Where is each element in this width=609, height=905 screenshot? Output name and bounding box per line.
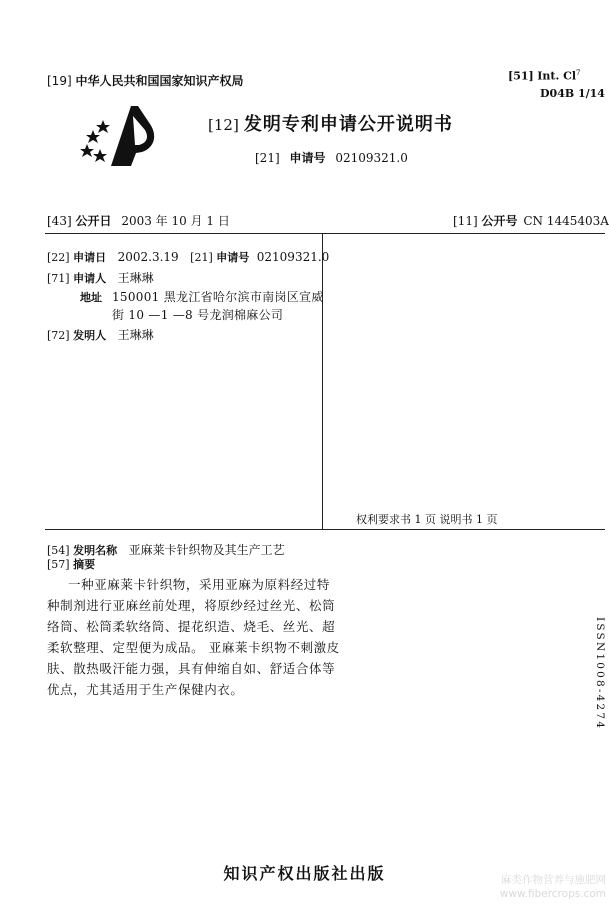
- ipc-line: [508, 69, 581, 83]
- header-app-no-value: 02109321.0: [335, 151, 408, 165]
- middle-rule: [45, 529, 605, 530]
- pub-no-label: 公开号: [481, 214, 518, 228]
- doc-type-line: [208, 110, 453, 136]
- filing-line: [47, 249, 329, 265]
- ipc-label: Int. Cl: [537, 69, 577, 83]
- abstract-line: 柔软整理、定型便为成品。 亚麻莱卡织物不刺激皮: [47, 640, 340, 655]
- pub-no-code: [11]: [453, 214, 478, 228]
- applicant-code: [71]: [47, 272, 70, 285]
- app-value: 02109321.0: [256, 250, 330, 264]
- abstract-label: 摘要: [73, 558, 96, 571]
- applicant-name: 王琳琳: [117, 271, 154, 285]
- pub-no-line: [453, 212, 609, 229]
- authority-line: [47, 72, 243, 89]
- publisher-footer: 知识产权出版社出版: [223, 864, 386, 883]
- star-icon: [93, 149, 107, 162]
- app-code: [21]: [190, 251, 213, 264]
- filing-date: 2002.3.19: [117, 250, 179, 264]
- top-rule: [45, 233, 605, 234]
- invention-title: 亚麻莱卡针织物及其生产工艺: [128, 543, 285, 557]
- pub-date-value: 2003 年 10 月 1 日: [121, 214, 230, 228]
- address-line-1: 150001 黑龙江省哈尔滨市南岗区宣威: [112, 290, 324, 304]
- star-icon: [80, 144, 94, 157]
- abstract-line: 种制剂进行亚麻丝前处理，将原纱经过丝光、松筒: [47, 598, 336, 613]
- ipc-value: D04B 1/14: [540, 87, 605, 100]
- inventor-code: [72]: [47, 329, 70, 342]
- header-app-no-label: 申请号: [289, 151, 326, 165]
- doc-type-code: [12]: [208, 116, 239, 134]
- pub-date-code: [43]: [47, 214, 72, 228]
- doc-type-title: 发明专利申请公开说明书: [243, 114, 453, 135]
- filing-label: 申请日: [73, 251, 107, 264]
- emblem-shield-shape: [111, 106, 154, 166]
- pages-note: 权利要求书 1 页 说明书 1 页: [356, 513, 498, 526]
- inventor-name: 王琳琳: [117, 328, 154, 342]
- applicant-line: [47, 269, 154, 286]
- app-label: 申请号: [216, 251, 250, 264]
- center-divider: [322, 233, 323, 529]
- filing-code: [22]: [47, 251, 70, 264]
- ipc-code: [51]: [508, 69, 534, 83]
- abstract-line: 络筒、松筒柔软络筒、提花织造、烧毛、丝光、超: [47, 619, 336, 634]
- invention-title-code: [54]: [47, 544, 70, 557]
- pub-date-label: 公开日: [75, 214, 112, 228]
- authority-name: 中华人民共和国国家知识产权局: [75, 74, 244, 88]
- pub-date-line: [47, 212, 230, 229]
- inventor-label: 发明人: [73, 329, 107, 342]
- pub-no-value: CN 1445403A: [523, 214, 609, 228]
- issn-vertical: ISSN1008-4274: [594, 617, 606, 731]
- applicant-label: 申请人: [73, 272, 107, 285]
- site-watermark: 麻类作物营养与施肥网 www.fibercrops.com: [499, 874, 606, 900]
- abstract-line: 优点，尤其适用于生产保健内衣。: [47, 682, 244, 697]
- abstract-code: [57]: [47, 558, 70, 571]
- header-app-no-line: [255, 149, 408, 166]
- star-icon: [96, 120, 110, 133]
- abstract-line: 一种亚麻莱卡针织物，采用亚麻为原料经过特: [68, 577, 331, 592]
- star-icon: [86, 130, 100, 143]
- ipc-sup: 7: [576, 69, 581, 77]
- abstract-heading: [47, 556, 95, 572]
- invention-title-label: 发明名称: [73, 544, 118, 557]
- inventor-line: [47, 326, 154, 343]
- authority-code: [19]: [47, 74, 72, 88]
- abstract-line: 肤、散热吸汗能力强，具有伸缩自如、舒适合体等: [47, 661, 336, 676]
- address-label: 地址: [80, 291, 102, 304]
- header-app-no-code: [21]: [255, 151, 280, 165]
- address-line-2: 街 10 —1 —8 号龙润棉麻公司: [112, 308, 284, 322]
- cnipa-emblem-logo: [78, 104, 164, 174]
